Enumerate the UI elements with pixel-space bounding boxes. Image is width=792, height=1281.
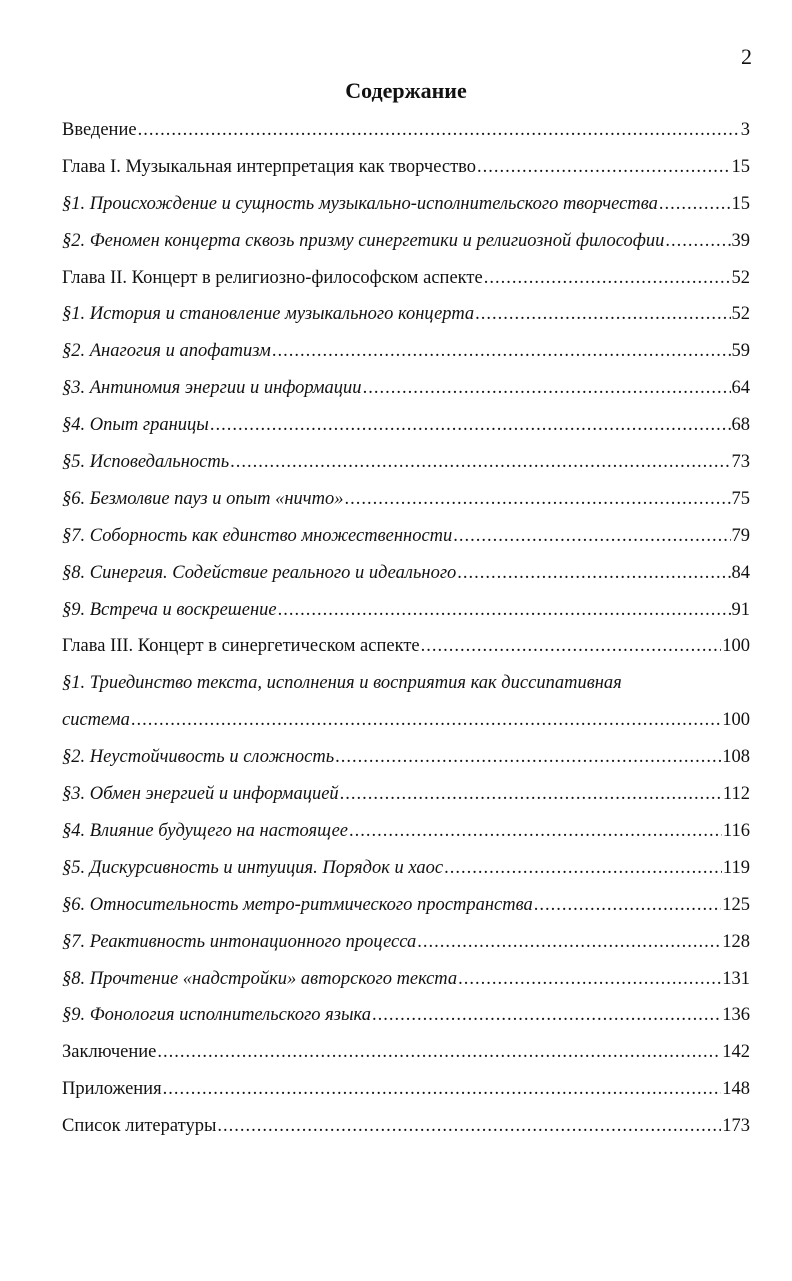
toc-entry-page: 142: [722, 1042, 750, 1063]
dot-leader: [534, 895, 722, 916]
toc-entry-page: 91: [731, 599, 750, 620]
toc-entry[interactable]: [62, 522, 750, 559]
dot-leader: [421, 636, 722, 657]
toc-entry-page: 79: [731, 525, 750, 546]
toc-entry-page: 64: [731, 378, 750, 399]
toc-entry-title: §1. История и становление музыкального концерта: [62, 304, 475, 325]
toc-entry-page: 100: [722, 636, 750, 657]
dot-leader: [457, 563, 730, 584]
toc-entry[interactable]: [62, 780, 750, 817]
toc-entry[interactable]: [62, 743, 750, 780]
toc-entry-title: §4. Опыт границы: [62, 415, 209, 436]
dot-leader: [659, 194, 731, 215]
toc-entry-page: 3: [740, 120, 750, 140]
toc-entry[interactable]: [62, 928, 750, 965]
dot-leader: [453, 526, 730, 547]
toc-entry-page: 131: [722, 968, 750, 989]
toc-entry-title: Заключение: [62, 1042, 157, 1063]
dot-leader: [340, 784, 722, 805]
toc-entry[interactable]: [62, 485, 750, 522]
toc-entry-title: Глава I. Музыкальная интерпретация как творчество: [62, 156, 477, 177]
toc-entry-page: 15: [731, 156, 750, 177]
dot-leader: [665, 231, 730, 252]
toc-entry-page: 173: [722, 1116, 750, 1137]
toc-entry-title: §3. Антиномия энергии и информации: [62, 378, 362, 399]
toc-entry-page: 73: [731, 452, 750, 473]
toc-entry-title: Глава II. Концерт в религиозно-философском аспекте: [62, 267, 483, 288]
toc-entry-page: 15: [731, 193, 750, 214]
toc-entry[interactable]: [62, 1038, 750, 1075]
page-number: 2: [741, 44, 752, 69]
toc-entry-title: §1. Триединство текста, исполнения и восприятия как диссипативная: [62, 673, 622, 694]
dot-leader: [475, 304, 730, 325]
toc-entry-title: §5. Дискурсивность и интуиция. Порядок и хаос: [62, 857, 444, 878]
toc-title: Содержание: [345, 78, 467, 103]
toc-entry[interactable]: [62, 153, 750, 190]
dot-leader: [344, 489, 730, 510]
dot-leader: [163, 1079, 722, 1100]
toc-entry-title: §1. Происхождение и сущность музыкально-исполнительского творчества: [62, 193, 658, 214]
toc-entry[interactable]: [62, 411, 750, 448]
dot-leader: [372, 1005, 721, 1026]
toc-entry[interactable]: [62, 116, 750, 153]
dot-leader: [349, 821, 722, 842]
toc-entry-title: §3. Обмен энергией и информацией: [62, 784, 339, 805]
table-of-contents: [62, 116, 750, 1149]
toc-entry-title: Приложения: [62, 1079, 162, 1100]
toc-entry-title: §9. Встреча и воскрешение: [62, 599, 277, 620]
dot-leader: [477, 157, 730, 178]
toc-entry-title: §5. Исповедальность: [62, 452, 230, 473]
toc-entry-page: 136: [722, 1005, 750, 1026]
toc-entry-page: 116: [722, 820, 750, 841]
toc-entry[interactable]: [62, 374, 750, 411]
toc-entry-title: §9. Фонология исполнительского языка: [62, 1005, 371, 1026]
toc-entry[interactable]: [62, 264, 750, 301]
toc-entry[interactable]: [62, 1075, 750, 1112]
toc-entry[interactable]: [62, 227, 750, 264]
toc-entry-page: 84: [731, 562, 750, 583]
toc-entry-page: 119: [722, 857, 750, 878]
dot-leader: [138, 120, 740, 141]
toc-entry-page: 125: [722, 894, 750, 915]
toc-entry-title: §4. Влияние будущего на настоящее: [62, 820, 349, 841]
toc-entry-page: 100: [722, 710, 750, 731]
dot-leader: [363, 378, 731, 399]
toc-entry-title: §2. Феномен концерта сквозь призму синергетики и религиозной философии: [62, 230, 665, 251]
dot-leader: [217, 1116, 721, 1137]
toc-entry-page: 108: [722, 747, 750, 768]
dot-leader: [335, 747, 721, 768]
toc-entry[interactable]: [62, 190, 750, 227]
toc-entry-page: 59: [731, 341, 750, 362]
toc-entry[interactable]: [62, 559, 750, 596]
toc-entry-title: Введение: [62, 120, 137, 140]
toc-entry-page: 52: [731, 304, 750, 325]
toc-entry-title: §6. Относительность метро-ритмического пространства: [62, 894, 533, 915]
toc-entry[interactable]: [62, 817, 750, 854]
toc-entry-title: §8. Прочтение «надстройки» авторского текста: [62, 968, 458, 989]
toc-entry-page: 75: [731, 488, 750, 509]
dot-leader: [272, 341, 731, 362]
toc-entry-title: §8. Синергия. Содействие реального и идеального: [62, 562, 457, 583]
toc-entry[interactable]: [62, 632, 750, 669]
toc-entry[interactable]: [62, 965, 750, 1002]
dot-leader: [417, 932, 721, 953]
dot-leader: [484, 268, 731, 289]
dot-leader: [131, 710, 721, 731]
toc-entry[interactable]: [62, 300, 750, 337]
toc-entry[interactable]: [62, 1001, 750, 1038]
toc-entry[interactable]: [62, 448, 750, 485]
dot-leader: [444, 858, 722, 879]
toc-entry-title: Глава III. Концерт в синергетическом аспекте: [62, 636, 420, 657]
toc-entry[interactable]: [62, 1112, 750, 1149]
dot-leader: [278, 600, 731, 621]
toc-entry-page: 128: [722, 931, 750, 952]
dot-leader: [458, 969, 721, 990]
toc-entry-title: §2. Неустойчивость и сложность: [62, 747, 335, 768]
toc-entry-title: §7. Соборность как единство множественности: [62, 525, 453, 546]
toc-entry-title: §6. Безмолвие пауз и опыт «ничто»: [62, 488, 344, 509]
dot-leader: [157, 1042, 721, 1063]
toc-entry-page: 52: [731, 267, 750, 288]
toc-entry[interactable]: [62, 669, 750, 743]
toc-entry-page: 112: [722, 784, 750, 805]
toc-entry-title: Список литературы: [62, 1116, 217, 1137]
toc-entry[interactable]: [62, 891, 750, 928]
toc-entry-page: 39: [731, 230, 750, 251]
toc-entry-title-continuation: система: [62, 710, 130, 731]
toc-entry-title: §2. Анагогия и апофатизм: [62, 341, 271, 362]
toc-entry[interactable]: [62, 854, 750, 891]
dot-leader: [230, 452, 730, 473]
toc-entry[interactable]: [62, 337, 750, 374]
toc-entry[interactable]: [62, 596, 750, 633]
toc-entry-title: §7. Реактивность интонационного процесса: [62, 931, 417, 952]
dot-leader: [210, 415, 731, 436]
toc-entry-page: 148: [722, 1079, 750, 1100]
toc-entry-page: 68: [731, 415, 750, 436]
